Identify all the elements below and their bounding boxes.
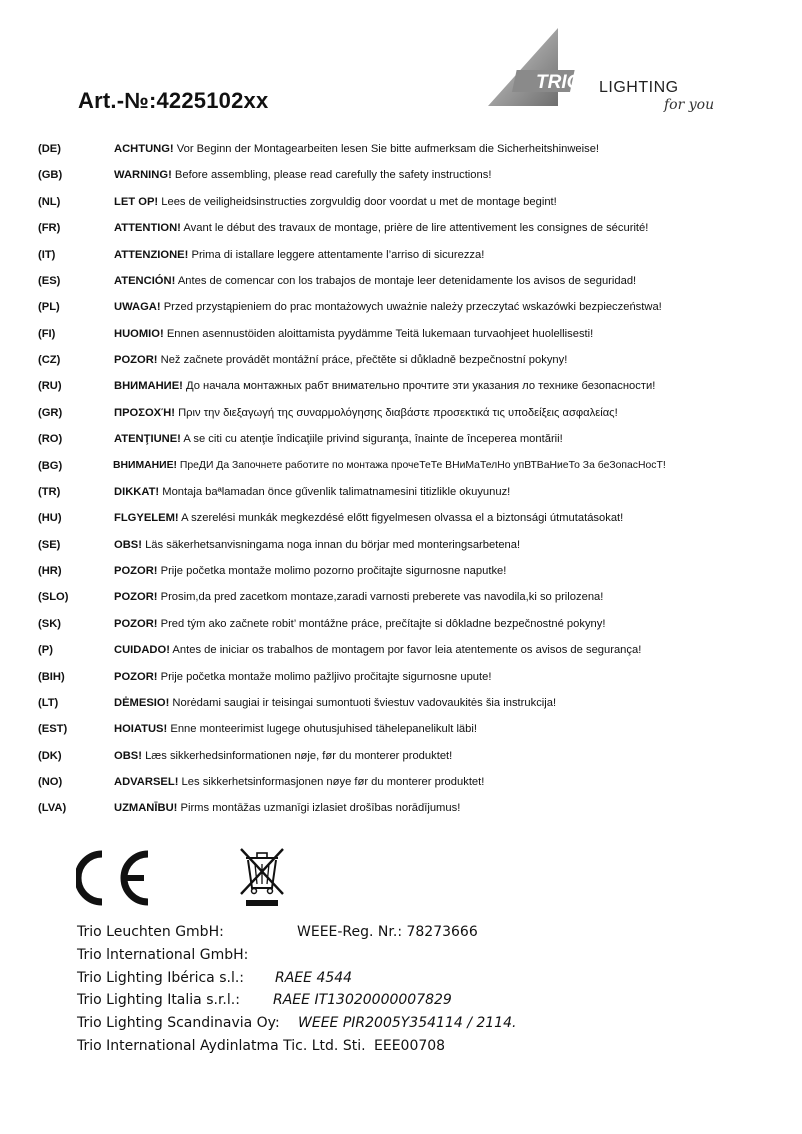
warning-row xyxy=(38,616,778,642)
warning-text: До начала монтажных рабт внимательно прочтите эти указания ло технике безопасности! xyxy=(182,380,656,393)
language-code: (RO) xyxy=(38,433,63,446)
warning-text: Ennen asennustöiden aloittamista pyydämme Teitä lukemaan turvaohjeet huolellisesti! xyxy=(163,327,594,340)
ce-mark-icon xyxy=(78,854,148,902)
certification-marks xyxy=(76,848,296,908)
warning-row xyxy=(38,669,778,695)
warning-row xyxy=(38,141,778,167)
warning-row xyxy=(38,431,778,457)
company-name: Trio Lighting Italia s.r.l.: xyxy=(77,992,240,1009)
warning-row xyxy=(38,326,778,352)
warning-row xyxy=(38,510,778,536)
language-code: (DE) xyxy=(38,143,61,155)
language-code: (BIH) xyxy=(38,670,65,683)
warning-text: Pirms montāžas uzmanīgi izlasiet drošības norādījumus! xyxy=(177,802,461,815)
warning-title: POZOR! xyxy=(114,565,158,577)
warning-title: UZMANĪBU! xyxy=(114,802,178,815)
warning-row xyxy=(38,247,778,273)
warning-text: Læs sikkerhedsinformationen nøje, før du monterer produktet! xyxy=(141,749,453,762)
language-code: (SK) xyxy=(38,617,61,630)
warning-message xyxy=(114,510,623,526)
warning-title: HOIATUS! xyxy=(114,723,168,736)
language-code: (DK) xyxy=(38,749,62,762)
language-code: (PL) xyxy=(38,301,60,314)
language-code: (IT) xyxy=(38,248,56,261)
registration-number: EEE00708 xyxy=(374,1037,446,1054)
warning-title: CUIDADO! xyxy=(114,644,170,657)
warning-text: Prima di istallare leggere attentamente l’arriso di sicurezza! xyxy=(188,248,485,261)
warning-row xyxy=(38,774,778,800)
warning-message xyxy=(114,378,655,394)
warning-row xyxy=(38,378,778,404)
warning-message xyxy=(114,167,491,183)
warning-row xyxy=(38,484,778,510)
language-code: (NL) xyxy=(38,195,61,208)
warning-message xyxy=(114,352,567,368)
warning-row xyxy=(38,589,778,615)
company-name: Trio lnternational GmbH: xyxy=(77,946,249,963)
language-code: (FR) xyxy=(38,222,61,235)
warning-text: ПреДИ Да Започнете работите по монтажа прочеТеТе ВНиМаТелНо упВТВаНиеТо За беЗопасНосТ! xyxy=(177,459,666,471)
language-code: (HR) xyxy=(38,565,62,577)
warning-row xyxy=(38,167,778,193)
language-code: (LT) xyxy=(38,696,59,709)
warning-message xyxy=(114,405,618,421)
warning-text: Enne monteerimist lugege ohutusjuhised tähelepanelikult läbi! xyxy=(167,723,477,736)
warning-message xyxy=(114,563,506,579)
company-name: Trio Lighting Scandinavia Oy: xyxy=(77,1015,280,1032)
warning-title: ATTENZIONE! xyxy=(114,248,189,261)
warning-title: WARNING! xyxy=(114,169,172,182)
registration-number: WEEE-Reg. Nr.: 78273666 xyxy=(297,924,478,940)
warning-row xyxy=(38,695,778,721)
logo-lighting-text: LIGHTING xyxy=(599,79,679,96)
language-code: (CZ) xyxy=(38,354,61,366)
trio-lighting-logo xyxy=(486,26,716,118)
company-name: Trio International Aydinlatma Tic. Ltd. Sti. xyxy=(77,1037,366,1054)
language-code: (HU) xyxy=(38,512,62,525)
warning-row xyxy=(38,273,778,299)
warning-title: DĖMESIO! xyxy=(114,696,170,709)
registration-number: RAEE IT13020000007829 xyxy=(273,992,452,1009)
warning-title: POZOR! xyxy=(114,617,158,630)
warning-title: ВНИМАНИЕ! xyxy=(113,459,177,471)
language-code: (FI) xyxy=(38,327,56,340)
warning-text: Prije početka montaže molimo pozorno pročitajte sigurnosne naputke! xyxy=(157,565,507,577)
warning-text: Les sikkerhetsinformasjonen nøye før du monterer produktet! xyxy=(178,776,485,788)
warning-message xyxy=(114,537,520,553)
warning-text: Norėdami saugiai ir teisingai sumontuoti šviestuv vadovaukitės šia instrukcija! xyxy=(169,696,557,709)
warning-row xyxy=(38,458,778,484)
warning-text: Montaja baªlamadan önce gűvenlik talimatnamesini titizlikle okuyunuz! xyxy=(159,485,511,498)
warning-title: ATTENTION! xyxy=(114,222,181,235)
warning-row xyxy=(38,220,778,246)
language-code: (GB) xyxy=(38,169,63,182)
registration-number: WEEE PIR2005Y354114 / 2114. xyxy=(298,1015,517,1032)
warning-message xyxy=(114,800,460,816)
warning-text: A se citi cu atenţie îndicaţiile privind siguranţa, înainte de începerea montării! xyxy=(180,433,563,446)
warning-title: DIKKAT! xyxy=(114,485,160,498)
warning-text: Prije početka montaže molimo pažljivo pročitajte sigurnosne upute! xyxy=(157,670,492,683)
warning-message xyxy=(114,194,557,210)
warning-title: OBS! xyxy=(114,749,142,762)
warning-title: ATENŢIUNE! xyxy=(114,433,181,446)
language-code: (SE) xyxy=(38,538,61,551)
warning-title: ВНИМАНИЕ! xyxy=(114,380,183,393)
warning-title: OBS! xyxy=(114,538,142,551)
warning-message xyxy=(114,748,452,764)
warning-text: Antes de comencar con los trabajos de montaje leer detenidamente los avisos de seguridad! xyxy=(175,274,637,287)
warning-text: Antes de iniciar os trabalhos de montagem por favor leia atentemente os avisos de segurança! xyxy=(169,644,642,657)
warning-row xyxy=(38,537,778,563)
warning-row xyxy=(38,563,778,589)
warning-row xyxy=(38,748,778,774)
warning-title: ATENCIÓN! xyxy=(114,274,176,287)
warning-message xyxy=(114,774,484,790)
warning-row xyxy=(38,642,778,668)
warning-message xyxy=(114,326,593,342)
logo-brand-text: TRIO xyxy=(536,72,582,93)
article-number: Art.-№:4225102xx xyxy=(78,88,269,113)
warning-text: Avant le début des travaux de montage, prière de lire attentivement les consignes de sécurité! xyxy=(180,222,649,235)
language-code: (RU) xyxy=(38,380,62,393)
warning-message xyxy=(114,616,605,632)
warning-title: ACHTUNG! xyxy=(114,143,174,155)
warning-title: UWAGA! xyxy=(114,301,161,314)
warning-message xyxy=(113,458,666,474)
warning-title: LET OP! xyxy=(114,195,159,208)
company-name: Trio Leuchten GmbH: xyxy=(77,924,224,940)
language-code: (BG) xyxy=(38,459,63,472)
warning-message xyxy=(114,484,510,500)
warning-text: Pred tým ako začnete robit’ montážne práce, prečítajte si dôkladne bezpečnostné pokyny! xyxy=(157,617,606,630)
language-code: (TR) xyxy=(38,485,61,498)
warning-row xyxy=(38,194,778,220)
warning-text: Πριν την διεξαγωγή της συναρμολόγησης διαβάστε προσεκτικά τις υποδείξεις ασφαλείας! xyxy=(174,406,618,419)
warning-text: Läs säkerhetsanvisningama noga innan du börjar med monteringsarbetena! xyxy=(141,538,521,551)
warning-text: Przed przystąpieniem do prac montażowych uważnie należy przeczytać wskazówki bezpieczeństwa! xyxy=(160,301,662,314)
language-code: (LVA) xyxy=(38,802,67,815)
warning-row xyxy=(38,352,778,378)
warning-title: POZOR! xyxy=(114,354,158,366)
warning-message xyxy=(114,299,662,315)
language-code: (EST) xyxy=(38,723,68,736)
language-code: (NO) xyxy=(38,776,63,788)
logo-tagline-text: for you xyxy=(664,97,715,113)
warning-text: A szerelési munkák megkezdésé előtt figyelmesen olvassa el a biztonsági útmutatásokat! xyxy=(178,512,624,525)
warning-text: Lees de veiligheidsinstructies zorgvuldig door voordat u met de montage begint! xyxy=(158,195,557,208)
warning-title: ΠΡΟΣΟΧΉ! xyxy=(114,406,175,419)
warning-text: Než začnete provádět montážní práce, přečtěte si důkladně bezpečnostní pokyny! xyxy=(157,354,568,366)
warning-title: ADVARSEL! xyxy=(114,776,179,788)
warning-message xyxy=(114,141,599,157)
warning-title: FLGYELEM! xyxy=(114,512,179,525)
warning-row xyxy=(38,405,778,431)
warning-message xyxy=(114,669,491,685)
warning-message xyxy=(114,220,648,236)
warning-message xyxy=(114,589,603,605)
warning-message xyxy=(114,273,636,289)
language-code: (GR) xyxy=(38,406,63,419)
logo-triangle-shape xyxy=(488,28,558,106)
language-code: (SLO) xyxy=(38,591,69,604)
warning-text: Before assembling, please read carefully the safety instructions! xyxy=(171,169,492,182)
registration-number: RAEE 4544 xyxy=(275,969,353,986)
warning-text: Vor Beginn der Montagearbeiten lesen Sie bitte aufmerksam die Sicherheitshinweise! xyxy=(173,143,600,155)
warning-message xyxy=(114,721,477,737)
warning-row xyxy=(38,721,778,747)
warning-title: HUOMIO! xyxy=(114,327,164,340)
warning-message xyxy=(114,431,563,447)
warning-text: Prosim,da pred zacetkom montaze,zaradi varnosti preberete vas navodila,ki so prilozena! xyxy=(157,591,604,604)
language-code: (P) xyxy=(38,644,53,657)
warning-row xyxy=(38,800,778,826)
warning-title: POZOR! xyxy=(114,670,158,683)
weee-bin-icon xyxy=(241,849,283,906)
warning-message xyxy=(114,247,484,263)
warning-row xyxy=(38,299,778,325)
company-name: Trio Lighting Ibérica s.l.: xyxy=(77,969,244,986)
warning-message xyxy=(114,695,556,711)
warning-message xyxy=(114,642,641,658)
warning-title: POZOR! xyxy=(114,591,158,604)
language-code: (ES) xyxy=(38,274,61,287)
safety-warning-list xyxy=(38,141,778,827)
